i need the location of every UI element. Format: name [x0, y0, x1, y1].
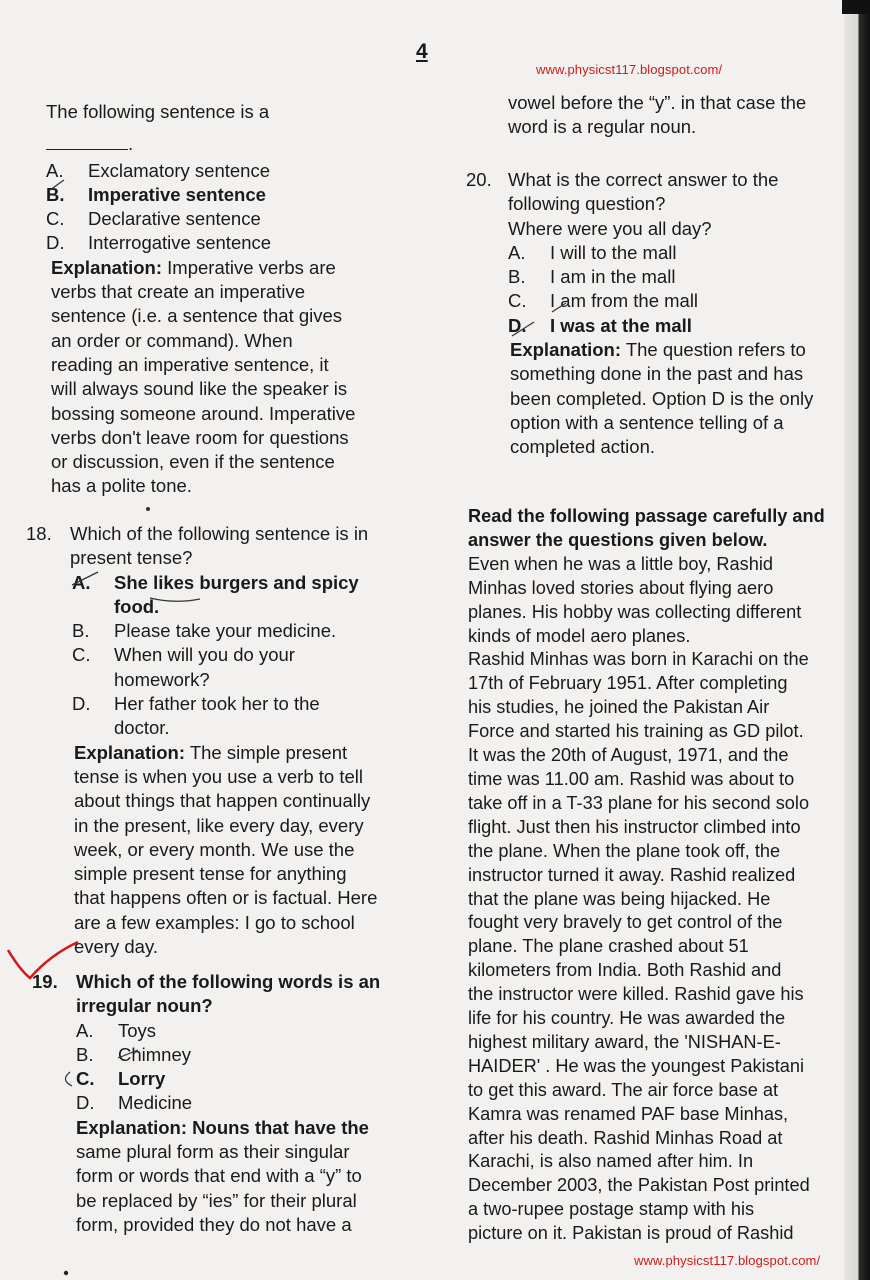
question-17: The following sentence is a . A. Exclamatory sentence B. Imperative sentence C. Declarative sentence D. Interrogative sentence Explanation: Imperative verbs are verbs that create an imperative sentence (i.e. a sentence that gives an order or command). When reading an imperative sentence, it will always sound like the speaker is bossing someone around. Imperative verbs don't leave room for questions or discussion, even if the sentence has a polite tone. [46, 100, 446, 499]
option-b: B. I am in the mall [508, 266, 676, 288]
option-a: A. I will to the mall [508, 241, 677, 263]
option-a: A. She likes burgers and spicy food. [72, 571, 359, 617]
option-a: A. Toys [76, 1019, 157, 1041]
option-c: C. Declarative sentence [46, 208, 261, 230]
answer-blank [46, 135, 128, 150]
q18-explanation: Explanation: The simple present tense is when you use a verb to tell about things that happen continually in the present, like every day, every week, or every month. We use the simple present tense for anything that happens often or is factual. Here are a few examples: I go to school every day. [74, 741, 378, 958]
option-d: D. Interrogative sentence [46, 232, 272, 254]
dot-bottom [64, 1271, 68, 1275]
option-c: C. I am from the mall [508, 290, 699, 312]
q19-explanation: Explanation: Nouns that have the same plural form as their singular form or words that end with a “y” to be replaced by “ies” for their plural form, provided they do not have a [76, 1116, 369, 1235]
option-d: D. Her father took her to the doctor. [72, 693, 320, 739]
option-b: B. Please take your medicine. [72, 620, 337, 642]
option-d: D. I was at the mall [508, 314, 692, 336]
page-number: 4 [416, 40, 428, 63]
q20-explanation: Explanation: The question refers to something done in the past and has been completed. Option D is the only option with a sentence telling of a completed action. [510, 339, 814, 458]
option-d: D. Medicine [76, 1092, 193, 1114]
q17-stem: The following sentence is a [46, 101, 270, 122]
dot-q18 [146, 507, 150, 511]
q19-continuation: vowel before the “y”. in that case the word is a regular noun. [508, 92, 807, 138]
passage-body: Even when he was a little boy, Rashid Minhas loved stories about flying aero planes. His hobby was collecting different kinds of model aero planes. Rashid Minhas was born in Karachi on the 17th of February 1951. After completing his studies, he joined the Pakistan Air Force and started his training as GD pilot. It was the 20th of August, 1971, and the time was 11.00 am. Rashid was about to take off in a T-33 plane for his second solo flight. Just then his instructor climbed into the plane. When the plane took off, the instructor turned it away. Rashid realized that the plane was being hijacked. He fought very bravely to get control of the plane. The plane crashed about 51 kilometers from India. Both Rashid and the instructor were killed. Rashid gave his life for his country. He was awarded the highest military award, the 'NISHAN-E- HAIDER' . He was the youngest Pakistani to get this award. The air force base at Kamra was renamed PAF base Minhas, after his death. Rashid Minhas Road at Karachi, is also named after him. In December 2003, the Pakistan Post printed a two-rupee postage stamp with his picture on it. Pakistan is proud of Rashid [468, 553, 810, 1244]
option-c: C. When will you do your homework? [72, 644, 295, 690]
q17-explanation: Explanation: Imperative verbs are verbs that create an imperative sentence (i.e. a sentence that gives an order or command). When reading an imperative sentence, it will always sound like the speaker is bossing someone around. Imperative verbs don't leave room for questions or discussion, even if the sentence has a polite tone. [51, 256, 356, 497]
option-c: C. Lorry [76, 1068, 166, 1090]
question-20: 20. What is the correct answer to the following question? Where were you all day? A. I will to the mall B. I am in the mall C. I am from the mall D. I was at the mall Explanation: The question refers to something done in the past and has been completed. Option D is the only option with a sentence telling of a completed action. [466, 168, 846, 460]
passage: Read the following passage carefully and answer the questions given below. Even when he was a little boy, Rashid Minhas loved stories about flying aero planes. His hobby was collecting different kinds of model aero planes. Rashid Minhas was born in Karachi on the 17th of February 1951. After completing his studies, he joined the Pakistan Air Force and started his training as GD pilot. It was the 20th of August, 1971, and the time was 11.00 am. Rashid was about to take off in a T-33 plane for his second solo flight. Just then his instructor climbed into the plane. When the plane took off, the instructor turned it away. Rashid realized that the plane was being hijacked. He fought very bravely to get control of the plane. The plane crashed about 51 kilometers from India. Both Rashid and the instructor were killed. Rashid gave his life for his country. He was awarded the highest military award, the 'NISHAN-E- HAIDER' . He was the youngest Pakistani to get this award. The air force base at Kamra was renamed PAF base Minhas, after his death. Rashid Minhas Road at Karachi, is also named after him. In December 2003, the Pakistan Post printed a two-rupee postage stamp with his picture on it. Pakistan is proud of Rashid [468, 505, 840, 1246]
question-18: 18. Which of the following sentence is in present tense? A. She likes burgers and spicy food. B. Please take your medicine. C. When will you do your homework? D. Her father took her to the doctor. Explanation: The simple present tense is when you use a verb to tell about things that happen continually in the present, like every day, every week, or every month. We use the simple present tense for anything that happens often or is factual. Here are a few examples: I go to school every day. [26, 522, 436, 959]
url-top: www.physicst117.blogspot.com/ [536, 62, 723, 77]
option-b: B. Chimney [76, 1043, 191, 1065]
question-19: 19. Which of the following words is an irregular noun? A. Toys B. Chimney C. Lorry D. Medicine Explanation: Nouns that have the same plural form as their singular form or words that end with a “y” to be replaced by “ies” for their plural form, provided they do not have a [32, 970, 432, 1237]
option-a: A. Exclamatory sentence [46, 159, 271, 181]
page-edge [844, 0, 870, 1280]
option-b: B. Imperative sentence [46, 183, 266, 205]
passage-heading: Read the following passage carefully and [468, 506, 825, 526]
url-bottom: www.physicst117.blogspot.com/ [634, 1253, 821, 1268]
